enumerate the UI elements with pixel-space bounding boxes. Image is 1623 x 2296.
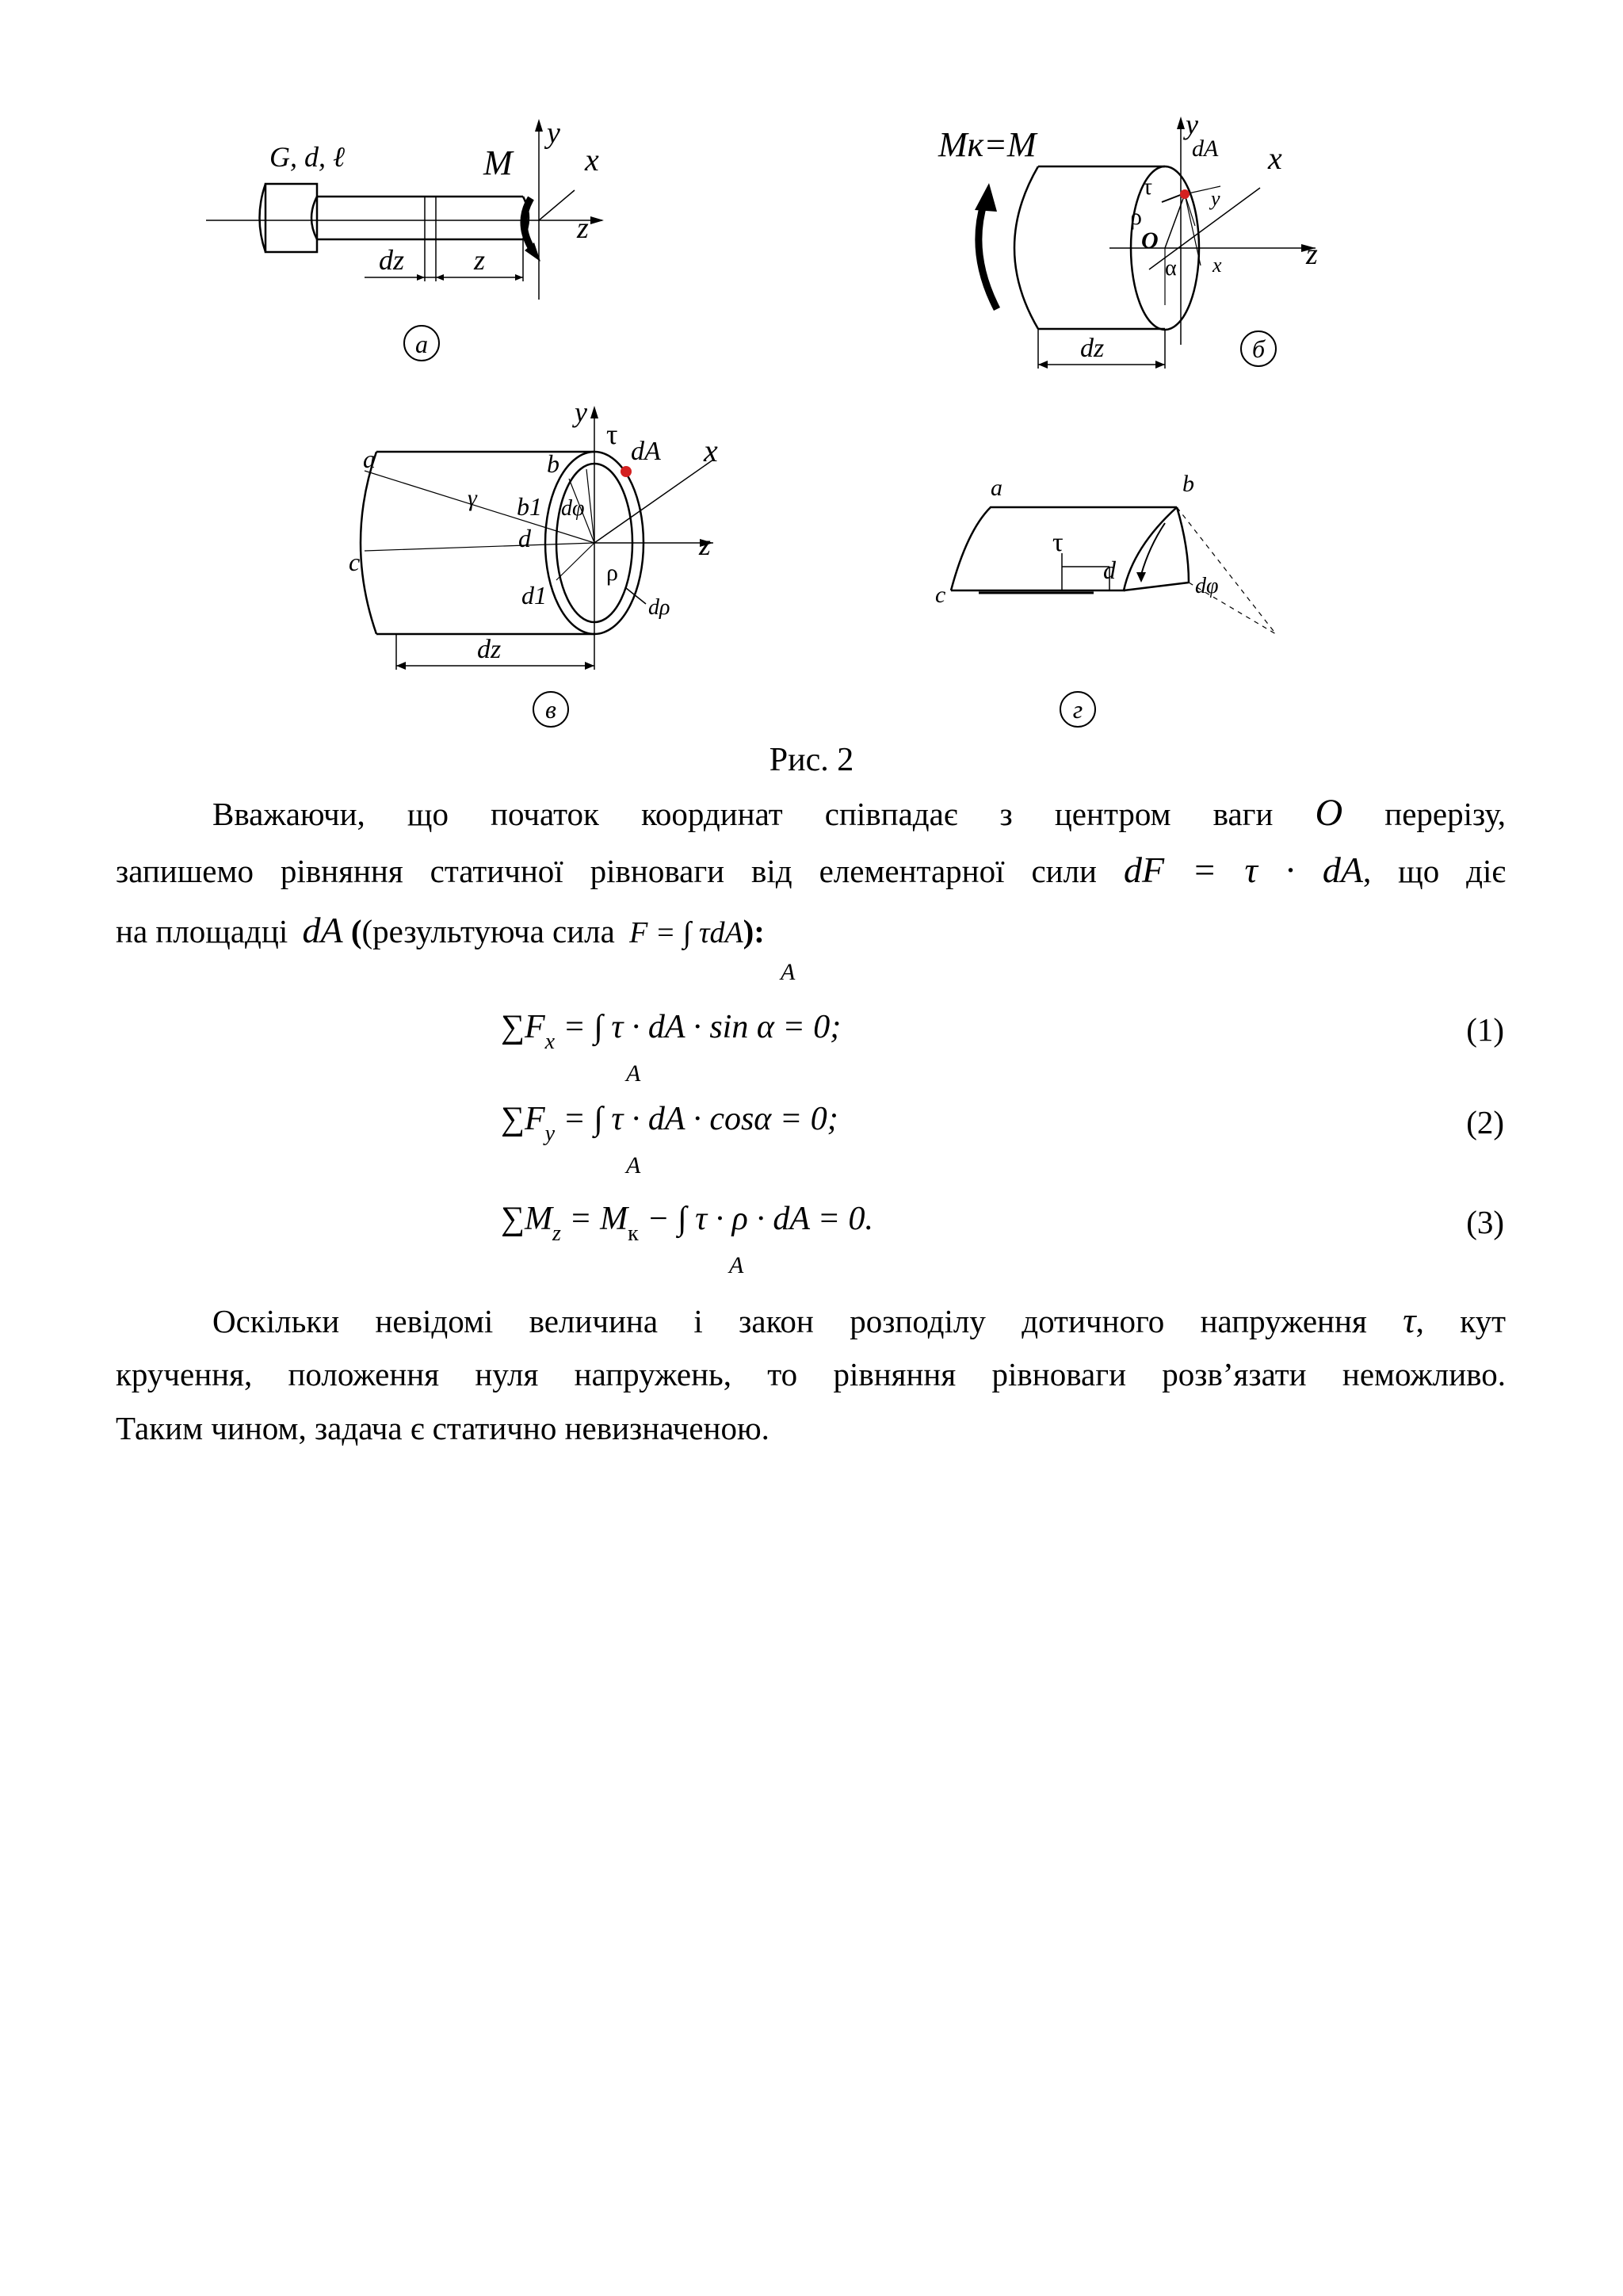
paragraph-2-line-1: Оскільки невідомі величина і закон розподілу дотичного напруження τ, кут <box>212 1300 1507 1340</box>
label-moment-b: Mк=M <box>938 125 1037 164</box>
label-rho-b: ρ <box>1130 204 1142 230</box>
label-c-g: c <box>935 582 946 608</box>
label-rho-v: ρ <box>606 560 618 586</box>
label-tau-v: τ <box>606 418 618 450</box>
label-d-g: d <box>1103 556 1116 584</box>
symbol-O: O <box>1315 792 1343 834</box>
panel-marker-v: в <box>545 695 556 724</box>
tube-body <box>376 452 594 634</box>
label-a-g: a <box>991 475 1002 501</box>
label-tau-g: τ <box>1052 528 1064 557</box>
shaft-body <box>317 197 523 239</box>
shaft-hub <box>265 184 317 252</box>
equation-3-number: (3) <box>1466 1204 1504 1240</box>
equation-2-number: (2) <box>1466 1104 1504 1140</box>
limit-A-intro: A <box>781 959 796 985</box>
label-d-v: d <box>518 524 531 552</box>
limit-A-eq2: A <box>626 1152 641 1179</box>
equation-1-number: (1) <box>1466 1011 1504 1048</box>
label-alpha-b: α <box>1165 256 1177 281</box>
panel-marker-g: г <box>1072 695 1083 724</box>
label-a-v: a <box>363 445 376 473</box>
moment-arrow-a <box>524 198 531 247</box>
equation-3: $\sum M_z = M_к$ − ∫ τ · ρ · dA = 0. <box>501 1201 874 1246</box>
label-dA-b: dA <box>1192 136 1219 162</box>
label-y-v: y <box>575 396 587 428</box>
formula-dF: dF = τ · dA <box>1123 850 1363 890</box>
label-tau-b: τ <box>1143 174 1153 200</box>
label-dz: dz <box>379 244 405 276</box>
label-dphi-g: dφ <box>1195 574 1219 598</box>
label-ysmall-b: y <box>1211 187 1220 210</box>
label-O-b: O <box>1141 227 1159 254</box>
label-zdist: z <box>474 244 486 276</box>
limit-A-eq1: A <box>626 1060 641 1087</box>
label-b1-v: b1 <box>517 492 542 521</box>
figure-caption: Рис. 2 <box>769 742 854 778</box>
symbol-dA: dA <box>302 910 343 950</box>
label-x-b: x <box>1268 140 1282 176</box>
label-moment: M <box>483 143 513 182</box>
label-y-b: y <box>1186 109 1198 140</box>
paragraph-2-line-3: Таким чином, задача є статично невизначеною. <box>116 1410 769 1446</box>
paragraph-2-line-2: кручення, положення нуля напружень, то рівняння рівноваги розв’язати неможливо. <box>116 1356 1506 1392</box>
figure-panel-v <box>349 396 745 737</box>
label-y: y <box>547 117 560 150</box>
label-xsmall-b: x <box>1212 254 1222 277</box>
label-x: x <box>585 142 599 178</box>
label-x-v: x <box>704 433 718 468</box>
label-dz-v: dz <box>477 635 502 664</box>
dA-point-b <box>1180 189 1190 199</box>
formula-F: F = ∫ τdA <box>629 916 743 949</box>
symbol-tau: τ <box>1403 1300 1416 1340</box>
label-dA-v: dA <box>631 437 661 466</box>
label-dphi-v: dφ <box>561 496 585 521</box>
dA-point-v <box>621 466 632 477</box>
label-gamma-v: γ <box>468 485 477 511</box>
label-params: G, d, ℓ <box>269 141 345 173</box>
panel-marker-b: б <box>1251 334 1266 363</box>
equation-2: $\sum F_y$ = ∫ τ · dA · cosα = 0; <box>501 1101 838 1146</box>
moment-arrow-b <box>979 202 997 309</box>
panel-marker-a: а <box>415 330 428 358</box>
label-c-v: c <box>349 548 361 576</box>
paragraph-1-line-2: запишемо рівняння статичної рівноваги від елементарної сили dF = τ · dA, що діє <box>116 850 1507 890</box>
label-b-g: b <box>1182 471 1194 497</box>
label-z-b: z <box>1306 238 1318 271</box>
label-z-v: z <box>699 529 711 562</box>
limit-A-eq3: A <box>729 1252 744 1278</box>
label-drho-v: dρ <box>648 595 670 620</box>
figure-panel-g <box>903 468 1300 737</box>
figure-panel-a <box>198 111 642 380</box>
paragraph-1-line-1: Вважаючи, що початок координат співпадає з центром ваги O перерізу, <box>212 792 1507 834</box>
label-b-v: b <box>547 449 559 478</box>
label-z: z <box>577 212 589 245</box>
label-d1-v: d1 <box>521 581 547 609</box>
paragraph-1-line-3: на площадці dA ((результуюча сила F = ∫ τdA): <box>116 910 765 950</box>
figure-panel-b <box>927 107 1339 380</box>
label-dz-b: dz <box>1080 334 1105 363</box>
equation-1: $\sum F_x$ = ∫ τ · dA · sin α = 0; <box>501 1009 842 1054</box>
